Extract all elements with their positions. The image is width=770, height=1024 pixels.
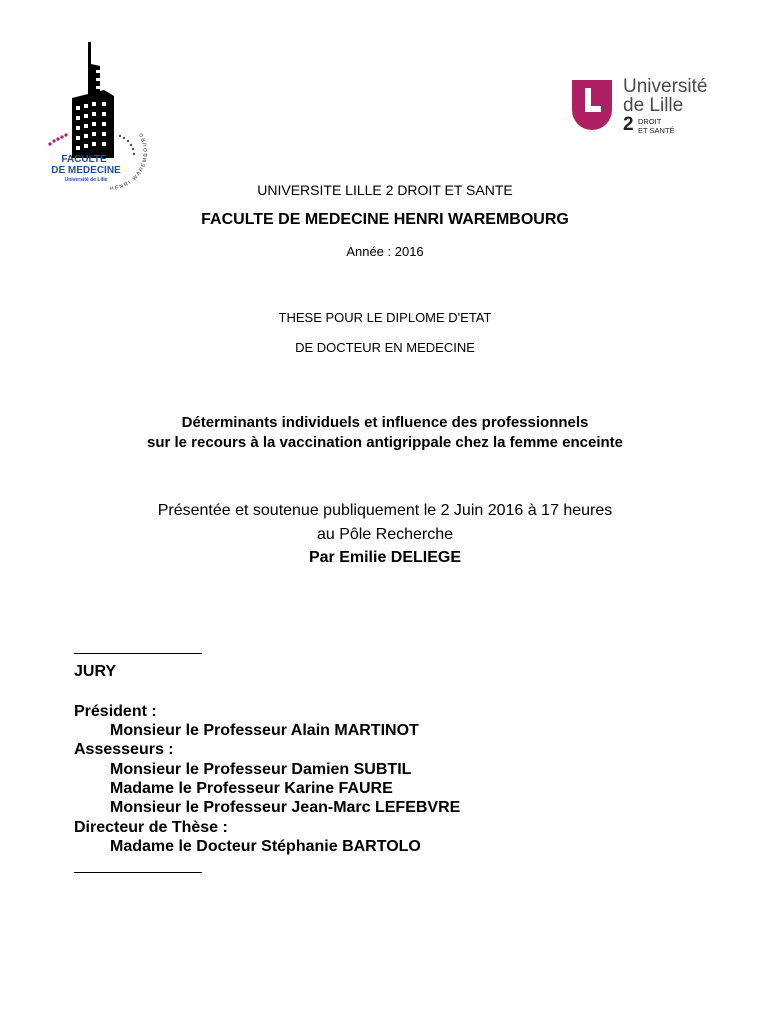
director-name: Madame le Docteur Stéphanie BARTOLO xyxy=(110,838,421,855)
year: Année : 2016 xyxy=(346,244,424,259)
thesis-title-line1: Déterminants individuels et influence des professionnels xyxy=(181,414,589,431)
universite-lille-logo-icon xyxy=(568,76,616,132)
university-name: UNIVERSITE LILLE 2 DROIT ET SANTE xyxy=(257,182,513,198)
separator-top xyxy=(74,653,202,654)
separator-bottom xyxy=(74,872,202,873)
university-number: 2 xyxy=(623,114,634,135)
president-name: Monsieur le Professeur Alain MARTINOT xyxy=(110,722,419,739)
assessor-1: Monsieur le Professeur Damien SUBTIL xyxy=(110,761,412,778)
president-label: Président : xyxy=(74,703,157,720)
faculty-logo-line1: FACULTE xyxy=(61,154,107,165)
jury-heading: JURY xyxy=(74,663,117,680)
author: Par Emilie DELIEGE xyxy=(308,549,462,566)
assessor-2: Madame le Professeur Karine FAURE xyxy=(110,780,393,797)
university-sub2: ET SANTÉ xyxy=(638,126,675,135)
universite-word: Université xyxy=(623,76,708,97)
universite-lille-logo xyxy=(568,76,728,136)
assessor-3: Monsieur le Professeur Jean-Marc LEFEBVRE xyxy=(110,799,461,816)
thesis-type-line1: THESE POUR LE DIPLOME D'ETAT xyxy=(278,310,492,325)
thesis-type-line2: DE DOCTEUR EN MEDECINE xyxy=(295,340,475,355)
de-lille-word: de Lille xyxy=(623,95,684,116)
faculty-name: FACULTE DE MEDECINE HENRI WAREMBOURG xyxy=(201,211,569,228)
faculty-logo-line3: Université de Lille xyxy=(64,177,108,183)
faculty-building-logo-icon xyxy=(44,40,154,190)
director-label: Directeur de Thèse : xyxy=(74,819,228,836)
assessors-label: Assesseurs : xyxy=(74,741,174,758)
faculty-logo-arc-textpath: HENRI WAREMBOURG xyxy=(109,130,150,190)
presentation-line1: Présentée et soutenue publiquement le 2 Juin 2016 à 17 heures xyxy=(157,502,613,519)
presentation-line2: au Pôle Recherche xyxy=(316,526,454,543)
university-sub1: DROIT xyxy=(638,117,662,126)
thesis-title-line2: sur le recours à la vaccination antigrippale chez la femme enceinte xyxy=(146,434,623,451)
faculty-logo-line2: DE MEDECINE xyxy=(51,165,121,176)
